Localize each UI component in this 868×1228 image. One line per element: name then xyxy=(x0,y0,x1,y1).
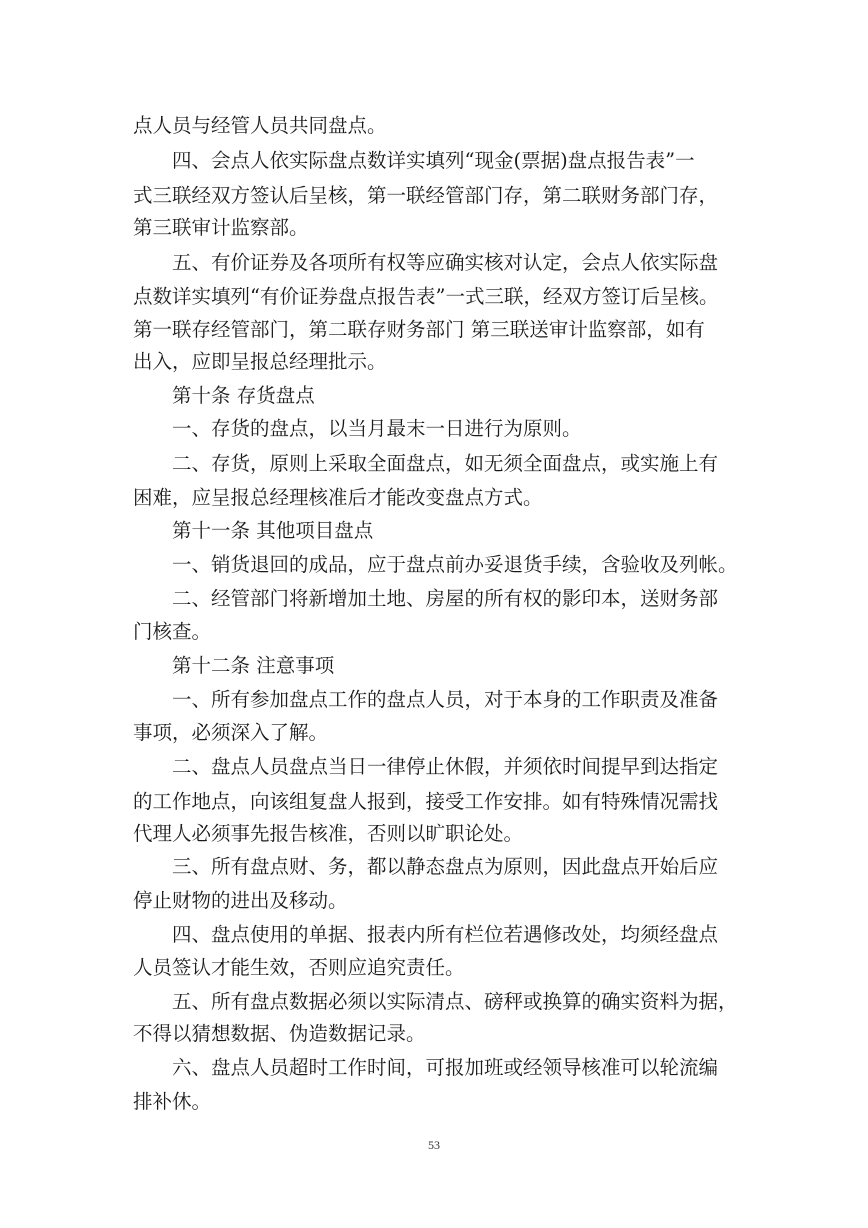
text-line: 不得以猜想数据、伪造数据记录。 xyxy=(133,1022,426,1045)
text-line: 人员签认才能生效，否则应追究责任。 xyxy=(133,956,465,979)
text-line: 二、盘点人员盘点当日一律停止休假，并须依时间提早到达指定 xyxy=(172,755,719,778)
text-line: 出入，应即呈报总经理批示。 xyxy=(133,350,387,373)
section-heading: 第十条 存货盘点 xyxy=(172,384,315,407)
text-line: 的工作地点，向该组复盘人报到，接受工作安排。如有特殊情况需找 xyxy=(133,790,719,813)
text-line: 二、存货，原则上采取全面盘点，如无须全面盘点，或实施上有 xyxy=(172,452,719,475)
page-number: 53 xyxy=(428,1138,440,1152)
text-line: 代理人必须事先报告核准，否则以旷职论处。 xyxy=(133,822,524,845)
text-line: 三、所有盘点财、务，都以静态盘点为原则，因此盘点开始后应 xyxy=(172,855,719,878)
text-line: 点人员与经管人员共同盘点。 xyxy=(133,114,387,137)
text-line: 点数详实填列“有价证券盘点报告表”一式三联，经双方签订后呈核。 xyxy=(133,285,719,308)
text-line: 门核查。 xyxy=(133,620,212,643)
text-line: 二、经管部门将新增加土地、房屋的所有权的影印本，送财务部 xyxy=(172,587,719,610)
text-line: 五、有价证券及各项所有权等应确实核对认定，会点人依实际盘 xyxy=(172,251,719,274)
text-line: 排补休。 xyxy=(133,1090,212,1113)
text-line: 四、会点人依实际盘点数详实填列“现金(票据)盘点报告表”一 xyxy=(172,149,695,172)
text-line: 困难，应呈报总经理核准后才能改变盘点方式。 xyxy=(133,486,543,509)
text-line: 式三联经双方签认后呈核，第一联经管部门存，第二联财务部门存， xyxy=(133,184,719,207)
text-line: 事项，必须深入了解。 xyxy=(133,721,329,744)
text-line: 四、盘点使用的单据、报表内所有栏位若遇修改处，均须经盘点 xyxy=(172,923,719,946)
section-heading: 第十二条 注意事项 xyxy=(172,654,335,677)
text-line: 一、存货的盘点，以当月最末一日进行为原则。 xyxy=(172,417,582,440)
text-line: 五、所有盘点数据必须以实际清点、磅秤或换算的确实资料为据， xyxy=(172,990,738,1013)
text-line: 一、所有参加盘点工作的盘点人员，对于本身的工作职责及准备 xyxy=(172,688,719,711)
section-heading: 第十一条 其他项目盘点 xyxy=(172,519,374,542)
text-line: 第一联存经管部门，第二联存财务部门 第三联送审计监察部，如有 xyxy=(133,318,705,341)
text-line: 六、盘点人员超时工作时间，可报加班或经领导核准可以轮流编 xyxy=(172,1056,719,1079)
text-line: 第三联审计监察部。 xyxy=(133,216,309,239)
text-line: 一、销货退回的成品，应于盘点前办妥退货手续，含验收及列帐。 xyxy=(172,553,738,576)
text-line: 停止财物的进出及移动。 xyxy=(133,889,348,912)
